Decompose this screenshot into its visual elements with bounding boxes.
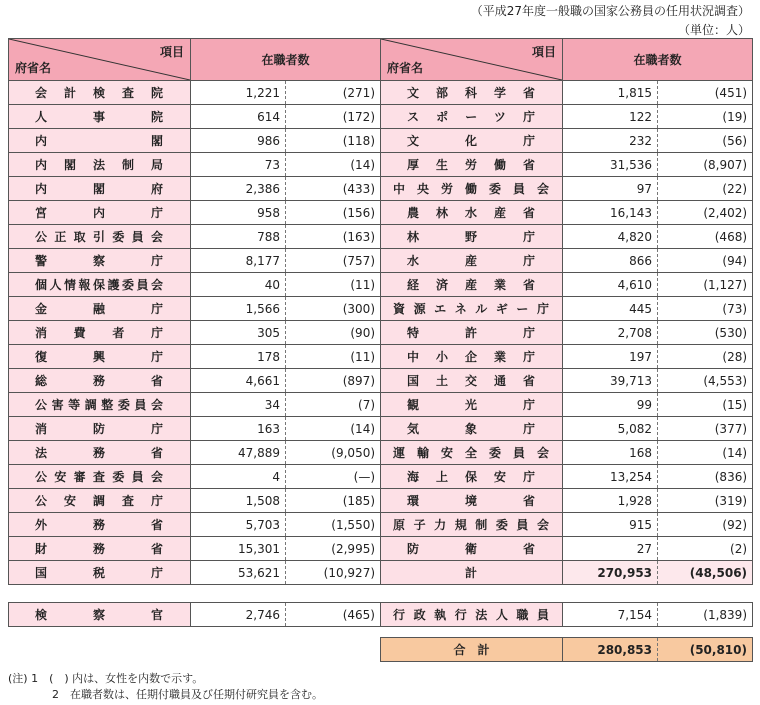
table-row: [9, 81, 753, 105]
staff-count: 1,928: [563, 489, 658, 513]
women-count: (7): [286, 393, 381, 417]
ministry-name: 国土交通省: [381, 369, 563, 393]
women-count: (11): [286, 273, 381, 297]
table-row: [9, 321, 753, 345]
table-row: [9, 369, 753, 393]
staff-count: 47,889: [191, 441, 286, 465]
women-count: (9,050): [286, 441, 381, 465]
women-count: (185): [286, 489, 381, 513]
ministry-name: 運輸安全委員会: [381, 441, 563, 465]
ministry-name: 経済産業省: [381, 273, 563, 297]
women-count: (757): [286, 249, 381, 273]
staff-count: 15,301: [191, 537, 286, 561]
women-count: (14): [286, 153, 381, 177]
staff-table: [8, 38, 753, 585]
ministry-name: 復興庁: [9, 345, 191, 369]
women-count: (2): [658, 537, 753, 561]
women-count: (156): [286, 201, 381, 225]
staff-count: 99: [563, 393, 658, 417]
staff-count: 1,815: [563, 81, 658, 105]
ministry-name: 中小企業庁: [381, 345, 563, 369]
staff-count: 16,143: [563, 201, 658, 225]
women-count: (19): [658, 105, 753, 129]
source-caption: （平成27年度一般職の国家公務員の任用状況調査）: [470, 4, 750, 18]
header-ministry: 府省名: [15, 61, 52, 75]
ministry-name: 原子力規制委員会: [381, 513, 563, 537]
women-count: (92): [658, 513, 753, 537]
staff-count: 986: [191, 129, 286, 153]
grand-total-table: [380, 637, 753, 662]
ministry-name: 法務省: [9, 441, 191, 465]
table-row: [9, 297, 753, 321]
women-count: (15): [658, 393, 753, 417]
ministry-name: 厚生労働省: [381, 153, 563, 177]
women-count: (465): [286, 603, 381, 627]
header-corner-right: [381, 39, 563, 81]
ministry-name: 人事院: [9, 105, 191, 129]
women-count: (319): [658, 489, 753, 513]
ministry-name: 資源エネルギー庁: [381, 297, 563, 321]
ministry-name: 林野庁: [381, 225, 563, 249]
table-row: [9, 561, 753, 585]
ministry-name: 会計検査院: [9, 81, 191, 105]
subtotal-count: 270,953: [563, 561, 658, 585]
unit-caption: （単位：人）: [677, 23, 750, 37]
subtotal-women: (48,506): [658, 561, 753, 585]
staff-count: 7,154: [563, 603, 658, 627]
women-count: (56): [658, 129, 753, 153]
women-count: (897): [286, 369, 381, 393]
women-count: (1,127): [658, 273, 753, 297]
staff-count: 197: [563, 345, 658, 369]
ministry-name: 公正取引委員会: [9, 225, 191, 249]
staff-count: 73: [191, 153, 286, 177]
ministry-name: 気象庁: [381, 417, 563, 441]
extra-table: [8, 602, 753, 627]
ministry-name: スポーツ庁: [381, 105, 563, 129]
staff-count: 4,661: [191, 369, 286, 393]
women-count: (118): [286, 129, 381, 153]
table-row: [9, 537, 753, 561]
staff-count: 97: [563, 177, 658, 201]
ministry-name: 国税庁: [9, 561, 191, 585]
header-count: 在職者数: [191, 39, 381, 81]
staff-count: 34: [191, 393, 286, 417]
staff-count: 445: [563, 297, 658, 321]
table-row: [9, 489, 753, 513]
ministry-name: 特許庁: [381, 321, 563, 345]
ministry-name: 公安調査庁: [9, 489, 191, 513]
women-count: (1,839): [658, 603, 753, 627]
women-count: (530): [658, 321, 753, 345]
staff-count: 2,708: [563, 321, 658, 345]
staff-count: 958: [191, 201, 286, 225]
table-row: [9, 249, 753, 273]
women-count: (377): [658, 417, 753, 441]
women-count: (468): [658, 225, 753, 249]
table-row: [9, 225, 753, 249]
staff-count: 1,566: [191, 297, 286, 321]
table-row: [9, 393, 753, 417]
table-row: [9, 129, 753, 153]
ministry-name: 内閣: [9, 129, 191, 153]
staff-count: 4,820: [563, 225, 658, 249]
ministry-name: 財務省: [9, 537, 191, 561]
women-count: (300): [286, 297, 381, 321]
staff-count: 163: [191, 417, 286, 441]
women-count: (94): [658, 249, 753, 273]
women-count: (90): [286, 321, 381, 345]
staff-count: 614: [191, 105, 286, 129]
staff-count: 168: [563, 441, 658, 465]
women-count: (—): [286, 465, 381, 489]
ministry-name: 公安審査委員会: [9, 465, 191, 489]
note-1: (注) 1 ( ) 内は、女性を内数で示す。: [8, 672, 204, 685]
table-row: [9, 345, 753, 369]
staff-count: 40: [191, 273, 286, 297]
women-count: (14): [286, 417, 381, 441]
staff-count: 305: [191, 321, 286, 345]
women-count: (836): [658, 465, 753, 489]
note-2: 2 在職者数は、任期付職員及び任期付研究員を含む。: [52, 688, 323, 701]
table-row: [9, 153, 753, 177]
staff-count: 788: [191, 225, 286, 249]
women-count: (1,550): [286, 513, 381, 537]
table-row: [9, 177, 753, 201]
staff-count: 39,713: [563, 369, 658, 393]
header-corner-left: [9, 39, 191, 81]
staff-count: 8,177: [191, 249, 286, 273]
ministry-name: 個人情報保護委員会: [9, 273, 191, 297]
ministry-name: 外務省: [9, 513, 191, 537]
table-row: [9, 441, 753, 465]
ministry-name: 海上保安庁: [381, 465, 563, 489]
staff-count: 4,610: [563, 273, 658, 297]
women-count: (451): [658, 81, 753, 105]
table-row: [9, 273, 753, 297]
staff-count: 53,621: [191, 561, 286, 585]
staff-count: 31,536: [563, 153, 658, 177]
ministry-name: 文化庁: [381, 129, 563, 153]
ministry-name: 農林水産省: [381, 201, 563, 225]
table-row: [9, 465, 753, 489]
ministry-name: 防衛省: [381, 537, 563, 561]
women-count: (433): [286, 177, 381, 201]
staff-count: 5,082: [563, 417, 658, 441]
table-row: [9, 603, 753, 627]
total-label: 合 計: [381, 638, 563, 662]
staff-count: 2,746: [191, 603, 286, 627]
ministry-name: 内閣府: [9, 177, 191, 201]
ministry-name: 内閣法制局: [9, 153, 191, 177]
staff-count: 1,221: [191, 81, 286, 105]
header-item: 項目: [159, 45, 184, 59]
staff-count: 1,508: [191, 489, 286, 513]
staff-count: 122: [563, 105, 658, 129]
women-count: (8,907): [658, 153, 753, 177]
table-row: [9, 513, 753, 537]
table-row: [9, 417, 753, 441]
staff-count: 232: [563, 129, 658, 153]
ministry-name: 行政執行法人職員: [381, 603, 563, 627]
staff-count: 915: [563, 513, 658, 537]
women-count: (10,927): [286, 561, 381, 585]
staff-count: 5,703: [191, 513, 286, 537]
table-row: [9, 105, 753, 129]
women-count: (28): [658, 345, 753, 369]
staff-count: 866: [563, 249, 658, 273]
staff-count: 178: [191, 345, 286, 369]
ministry-name: 環境省: [381, 489, 563, 513]
ministry-name: 消費者庁: [9, 321, 191, 345]
women-count: (4,553): [658, 369, 753, 393]
header-item: 項目: [532, 45, 557, 59]
grand-total-row: [381, 638, 753, 662]
ministry-name: 文部科学省: [381, 81, 563, 105]
women-count: (11): [286, 345, 381, 369]
total-women: (50,810): [658, 638, 753, 662]
women-count: (271): [286, 81, 381, 105]
subtotal-label: 計: [381, 561, 563, 585]
ministry-name: 観光庁: [381, 393, 563, 417]
ministry-name: 検察官: [9, 603, 191, 627]
ministry-name: 消防庁: [9, 417, 191, 441]
header-ministry: 府省名: [387, 61, 424, 75]
total-count: 280,853: [563, 638, 658, 662]
women-count: (163): [286, 225, 381, 249]
women-count: (73): [658, 297, 753, 321]
women-count: (2,402): [658, 201, 753, 225]
women-count: (172): [286, 105, 381, 129]
ministry-name: 水産庁: [381, 249, 563, 273]
women-count: (14): [658, 441, 753, 465]
staff-count: 13,254: [563, 465, 658, 489]
ministry-name: 中央労働委員会: [381, 177, 563, 201]
women-count: (2,995): [286, 537, 381, 561]
ministry-name: 宮内庁: [9, 201, 191, 225]
ministry-name: 金融庁: [9, 297, 191, 321]
table-row: [9, 201, 753, 225]
header-count: 在職者数: [563, 39, 753, 81]
staff-count: 27: [563, 537, 658, 561]
ministry-name: 公害等調整委員会: [9, 393, 191, 417]
women-count: (22): [658, 177, 753, 201]
ministry-name: 総務省: [9, 369, 191, 393]
staff-count: 4: [191, 465, 286, 489]
ministry-name: 警察庁: [9, 249, 191, 273]
staff-count: 2,386: [191, 177, 286, 201]
